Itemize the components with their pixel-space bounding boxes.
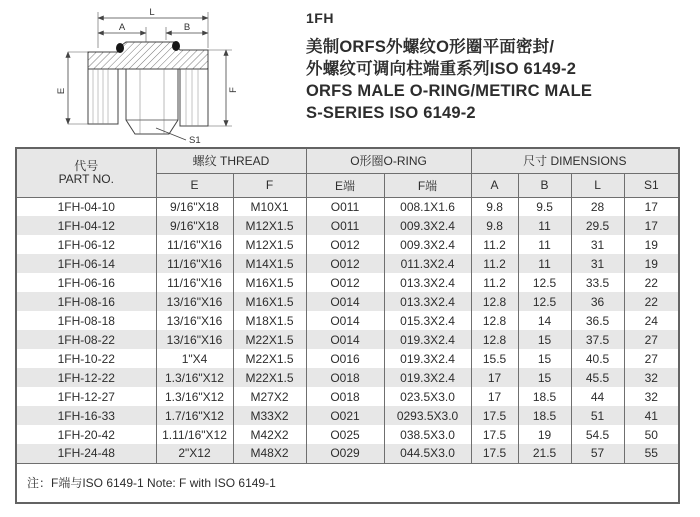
table-cell: O016: [306, 349, 384, 368]
table-cell: M14X1.5: [233, 254, 306, 273]
table-cell: O012: [306, 235, 384, 254]
cell-part-no: 1FH-04-10: [16, 197, 156, 216]
table-cell: 019.3X2.4: [384, 349, 471, 368]
cell-part-no: 1FH-16-33: [16, 406, 156, 425]
header-col-a: A: [471, 173, 518, 197]
table-cell: M10X1: [233, 197, 306, 216]
right-thread-body: [180, 69, 208, 126]
table-cell: 40.5: [571, 349, 624, 368]
table-row: [16, 311, 679, 330]
table-cell: 9/16"X18: [156, 216, 233, 235]
header-group-thread: 螺纹 THREAD: [156, 148, 306, 173]
header-col-l: L: [571, 173, 624, 197]
table-cell: M12X1.5: [233, 235, 306, 254]
table-cell: 28: [571, 197, 624, 216]
dim-label-B: B: [183, 22, 191, 33]
header-col-f-end: F端: [384, 173, 471, 197]
table-cell: O021: [306, 406, 384, 425]
table-cell: 32: [624, 387, 679, 406]
table-cell: 11.2: [471, 254, 518, 273]
table-body: [16, 197, 679, 463]
table-cell: O012: [306, 254, 384, 273]
table-cell: M42X2: [233, 425, 306, 444]
table-row: [16, 235, 679, 254]
header-part-no-en: PART NO.: [58, 171, 114, 186]
table-cell: 18.5: [518, 406, 571, 425]
cell-part-no: 1FH-24-48: [16, 444, 156, 463]
table-cell: 1.7/16"X12: [156, 406, 233, 425]
table-cell: 24: [624, 311, 679, 330]
table-cell: M33X2: [233, 406, 306, 425]
table-cell: O014: [306, 292, 384, 311]
title-en-line1: ORFS MALE O-RING/METIRC MALE: [306, 82, 593, 100]
header-col-s1: S1: [624, 173, 679, 197]
table-cell: 1.11/16"X12: [156, 425, 233, 444]
cell-part-no: 1FH-04-12: [16, 216, 156, 235]
table-cell: 9/16"X18: [156, 197, 233, 216]
table-cell: O014: [306, 330, 384, 349]
table-cell: M48X2: [233, 444, 306, 463]
table-cell: 19: [518, 425, 571, 444]
table-cell: 15.5: [471, 349, 518, 368]
title-block: [306, 10, 592, 124]
table-row: [16, 254, 679, 273]
table-cell: 023.5X3.0: [384, 387, 471, 406]
table-cell: 2"X12: [156, 444, 233, 463]
table-cell: 9.8: [471, 197, 518, 216]
table-cell: 17: [471, 368, 518, 387]
table-cell: O011: [306, 197, 384, 216]
title-zh-line2: 外螺纹可调向柱端重系列ISO 6149-2: [306, 60, 577, 78]
cell-part-no: 1FH-12-27: [16, 387, 156, 406]
table-cell: 008.1X1.6: [384, 197, 471, 216]
table-cell: 12.8: [471, 292, 518, 311]
table-cell: 013.3X2.4: [384, 292, 471, 311]
table-row: [16, 406, 679, 425]
table-cell: 17: [624, 197, 679, 216]
table-cell: 15: [518, 368, 571, 387]
table-cell: 1.3/16"X12: [156, 387, 233, 406]
cell-part-no: 1FH-08-18: [16, 311, 156, 330]
table-cell: 44: [571, 387, 624, 406]
title-en-line2: S-SERIES ISO 6149-2: [306, 104, 476, 122]
table-cell: 54.5: [571, 425, 624, 444]
table-row: [16, 349, 679, 368]
table-cell: 32: [624, 368, 679, 387]
cell-part-no: 1FH-10-22: [16, 349, 156, 368]
table-row: [16, 216, 679, 235]
spec-table: [15, 147, 680, 504]
dim-label-A: A: [118, 22, 126, 33]
table-cell: 41: [624, 406, 679, 425]
table-row: [16, 273, 679, 292]
table-cell: 13/16"X16: [156, 311, 233, 330]
header-group-dimensions: 尺寸 DIMENSIONS: [471, 148, 679, 173]
table-cell: 33.5: [571, 273, 624, 292]
header-part-no-zh: 代号: [74, 158, 99, 173]
dim-label-F: F: [228, 87, 239, 93]
table-cell: 17.5: [471, 425, 518, 444]
table-cell: 36.5: [571, 311, 624, 330]
table-cell: O018: [306, 387, 384, 406]
table-cell: O014: [306, 311, 384, 330]
table-cell: 21.5: [518, 444, 571, 463]
table-cell: M22X1.5: [233, 349, 306, 368]
table-cell: 45.5: [571, 368, 624, 387]
header-part-no: [16, 148, 156, 197]
table-cell: 009.3X2.4: [384, 216, 471, 235]
header-col-e-end: E端: [306, 173, 384, 197]
table-row: [16, 368, 679, 387]
table-cell: 17: [624, 216, 679, 235]
series-code: 1FH: [306, 10, 334, 26]
table-cell: 009.3X2.4: [384, 235, 471, 254]
table-cell: 19: [624, 235, 679, 254]
table-cell: 11/16"X16: [156, 254, 233, 273]
table-cell: 31: [571, 254, 624, 273]
header-col-b: B: [518, 173, 571, 197]
table-cell: 17.5: [471, 444, 518, 463]
table-cell: 12.8: [471, 311, 518, 330]
table-cell: 12.5: [518, 292, 571, 311]
cell-part-no: 1FH-12-22: [16, 368, 156, 387]
table-cell: 9.8: [471, 216, 518, 235]
table-cell: M16X1.5: [233, 273, 306, 292]
table-row: [16, 330, 679, 349]
table-cell: 55: [624, 444, 679, 463]
table-row: [16, 387, 679, 406]
table-cell: 12.5: [518, 273, 571, 292]
cell-part-no: 1FH-08-16: [16, 292, 156, 311]
table-cell: 17: [471, 387, 518, 406]
table-cell: 11.2: [471, 273, 518, 292]
table-cell: 15: [518, 349, 571, 368]
table-cell: M16X1.5: [233, 292, 306, 311]
table-cell: O029: [306, 444, 384, 463]
table-cell: 0293.5X3.0: [384, 406, 471, 425]
table-cell: 17.5: [471, 406, 518, 425]
dim-label-E: E: [56, 87, 67, 95]
table-cell: 11: [518, 235, 571, 254]
dim-label-S1: S1: [189, 135, 201, 144]
table-cell: 27: [624, 349, 679, 368]
fitting-section-upper: [88, 42, 208, 69]
table-cell: O011: [306, 216, 384, 235]
table-row: [16, 292, 679, 311]
table-cell: 11: [518, 254, 571, 273]
table-cell: 22: [624, 273, 679, 292]
table-cell: 31: [571, 235, 624, 254]
header-group-oring: O形圈O-RING: [306, 148, 471, 173]
table-cell: 13/16"X16: [156, 292, 233, 311]
oring-seal-right: [172, 41, 180, 51]
table-cell: 11/16"X16: [156, 273, 233, 292]
table-cell: 11/16"X16: [156, 235, 233, 254]
table-cell: O025: [306, 425, 384, 444]
table-cell: 044.5X3.0: [384, 444, 471, 463]
table-cell: 1.3/16"X12: [156, 368, 233, 387]
table-cell: 19: [624, 254, 679, 273]
table-cell: 27: [624, 330, 679, 349]
cell-part-no: 1FH-06-14: [16, 254, 156, 273]
table-cell: 37.5: [571, 330, 624, 349]
table-cell: M22X1.5: [233, 330, 306, 349]
table-cell: 011.3X2.4: [384, 254, 471, 273]
cell-part-no: 1FH-20-42: [16, 425, 156, 444]
table-cell: 1"X4: [156, 349, 233, 368]
table-cell: 22: [624, 292, 679, 311]
table-cell: 15: [518, 330, 571, 349]
header-col-e: E: [156, 173, 233, 197]
table-cell: 11.2: [471, 235, 518, 254]
table-cell: M27X2: [233, 387, 306, 406]
table-cell: 12.8: [471, 330, 518, 349]
cell-part-no: 1FH-08-22: [16, 330, 156, 349]
table-cell: 50: [624, 425, 679, 444]
table-row: [16, 425, 679, 444]
table-cell: 14: [518, 311, 571, 330]
table-cell: 015.3X2.4: [384, 311, 471, 330]
title-zh-line1: 美制ORFS外螺纹O形圈平面密封/: [306, 38, 555, 56]
header-col-f: F: [233, 173, 306, 197]
footnote: 注：F端与ISO 6149-1 Note: F with ISO 6149-1: [16, 463, 679, 503]
table-cell: 18.5: [518, 387, 571, 406]
cell-part-no: 1FH-06-16: [16, 273, 156, 292]
dim-label-L: L: [149, 7, 155, 18]
table-cell: 57: [571, 444, 624, 463]
technical-drawing: [40, 2, 285, 144]
table-cell: 9.5: [518, 197, 571, 216]
table-cell: 13/16"X16: [156, 330, 233, 349]
table-cell: M12X1.5: [233, 216, 306, 235]
table-cell: 019.3X2.4: [384, 330, 471, 349]
table-cell: O018: [306, 368, 384, 387]
table-cell: M22X1.5: [233, 368, 306, 387]
table-cell: 013.3X2.4: [384, 273, 471, 292]
table-header: [16, 148, 679, 197]
table-cell: 11: [518, 216, 571, 235]
table-cell: 36: [571, 292, 624, 311]
cell-part-no: 1FH-06-12: [16, 235, 156, 254]
table-cell: O012: [306, 273, 384, 292]
table-row: [16, 444, 679, 463]
table-cell: 29.5: [571, 216, 624, 235]
table-cell: 51: [571, 406, 624, 425]
oring-seal-left: [116, 43, 124, 53]
table-row: [16, 197, 679, 216]
table-cell: 038.5X3.0: [384, 425, 471, 444]
hex-body: [126, 69, 178, 134]
table-cell: M18X1.5: [233, 311, 306, 330]
table-cell: 019.3X2.4: [384, 368, 471, 387]
